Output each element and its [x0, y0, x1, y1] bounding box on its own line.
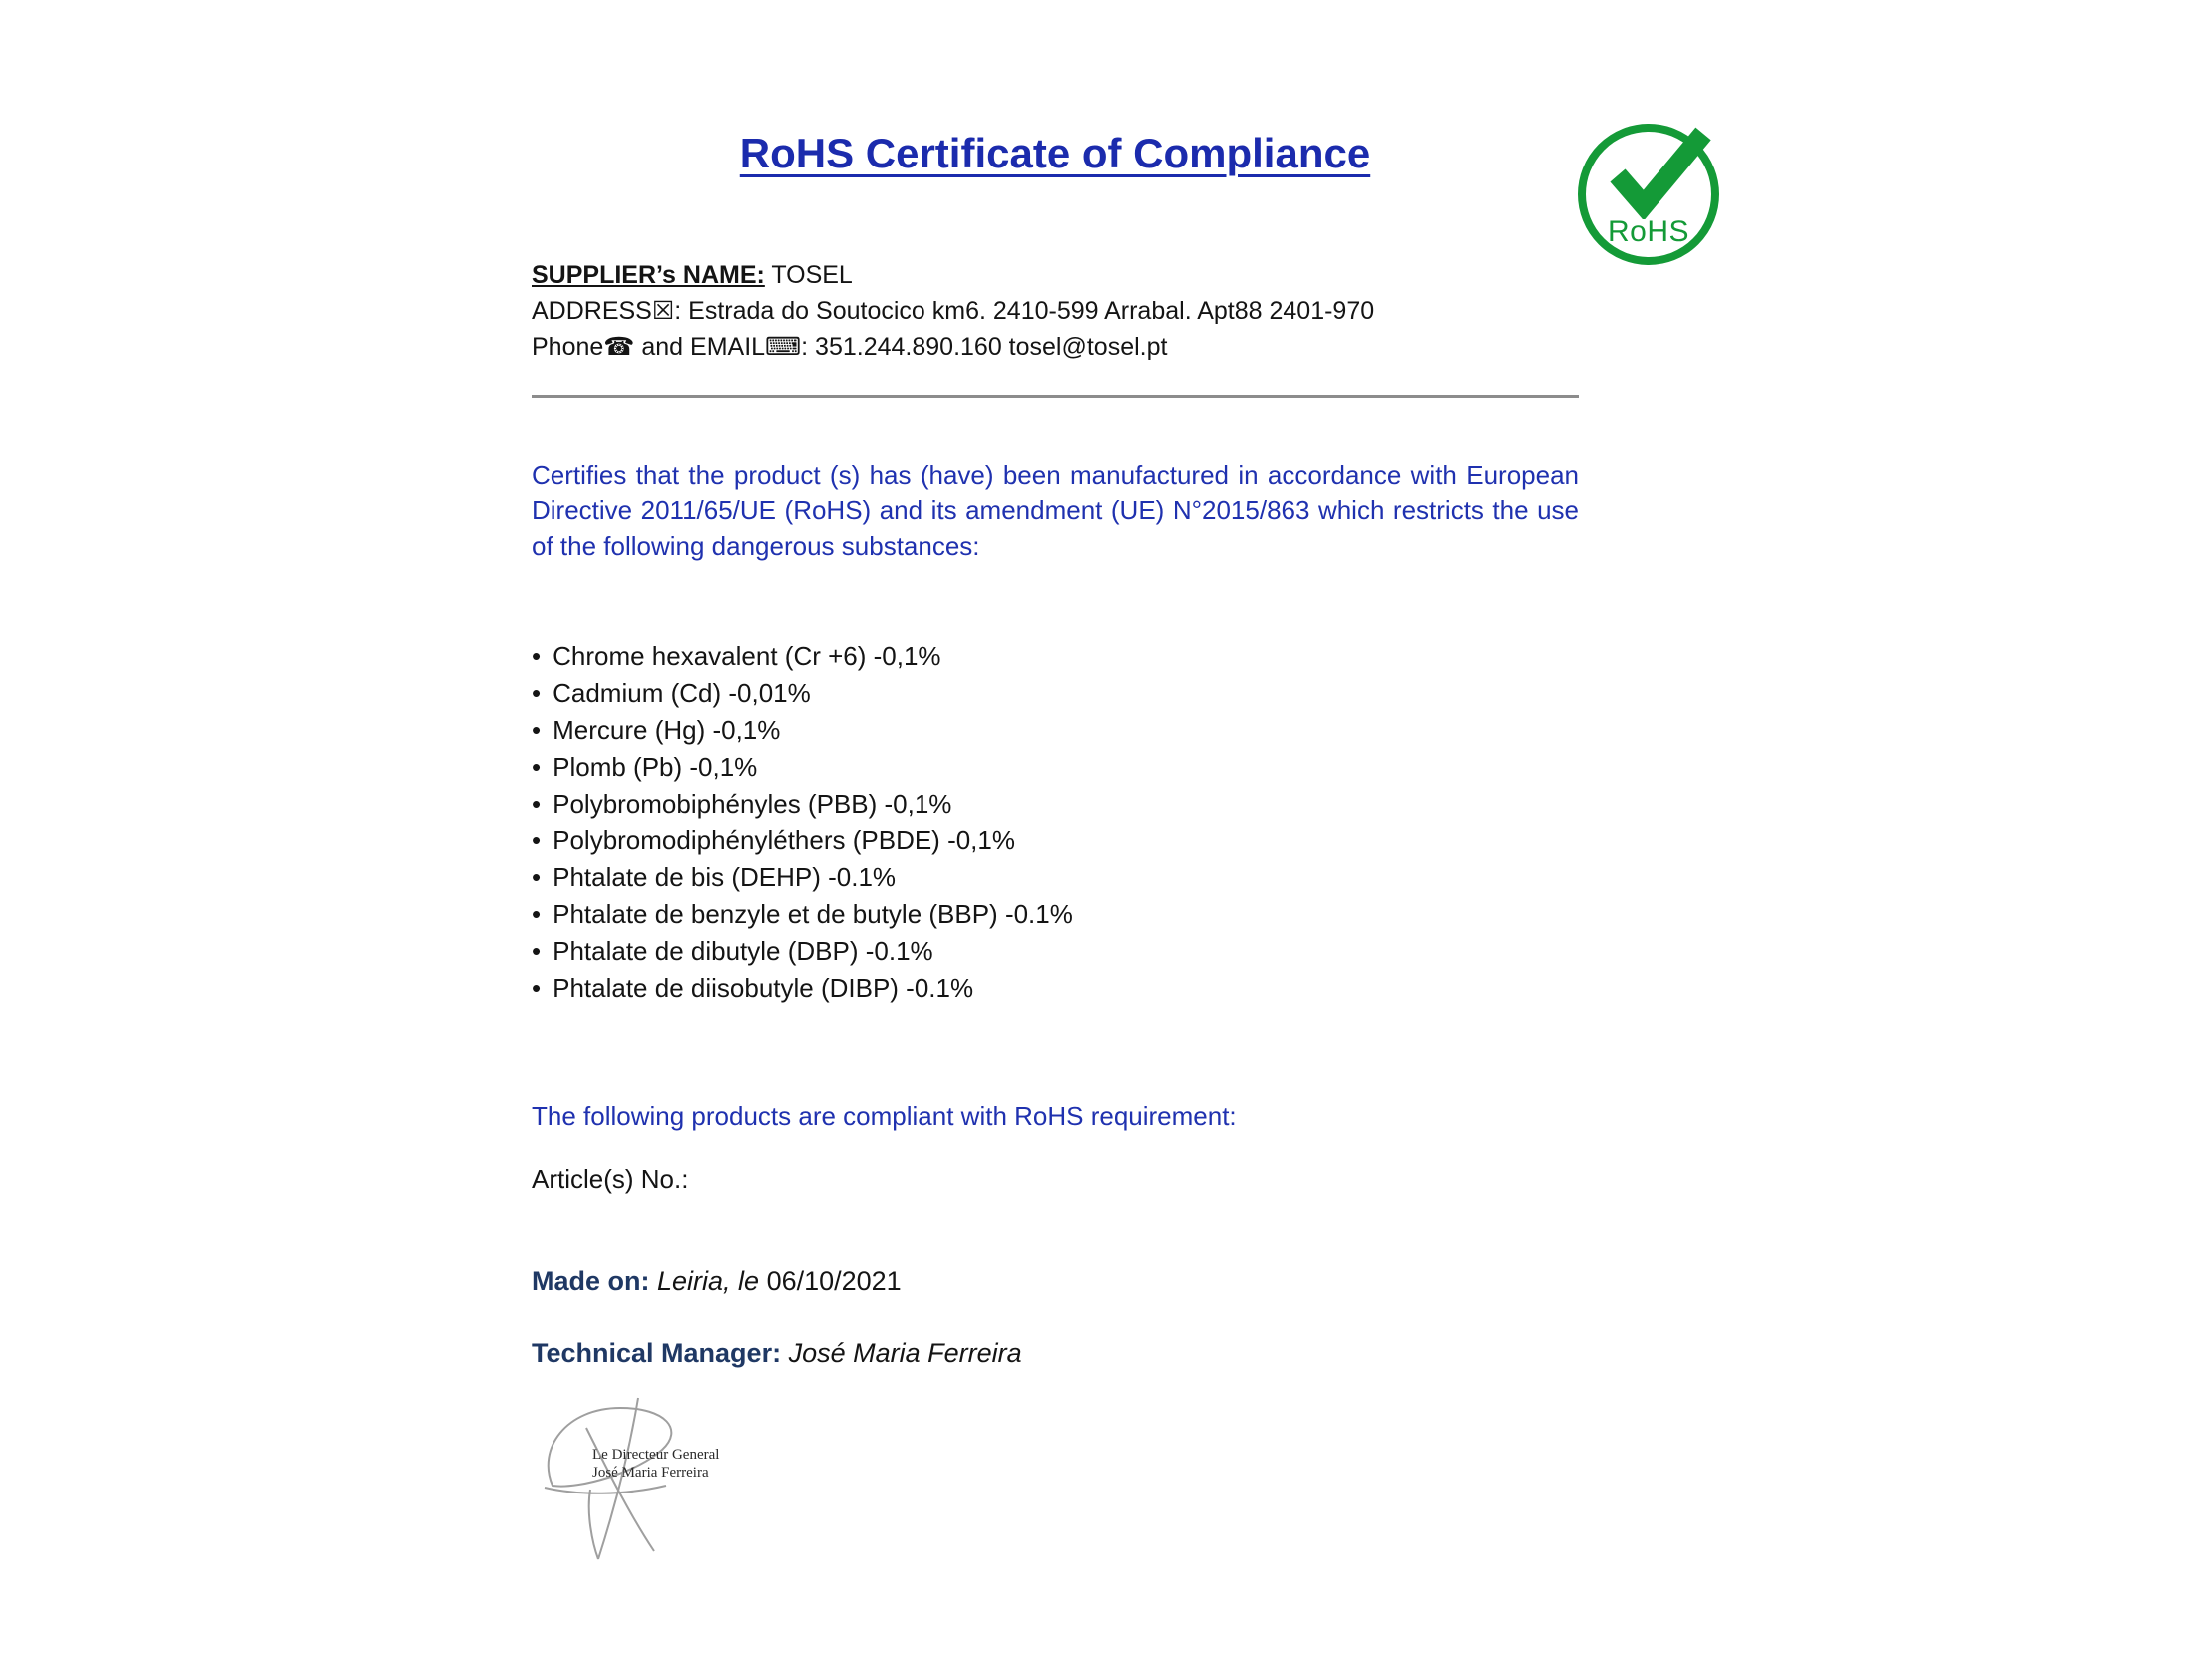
bullet-icon: • [532, 899, 542, 929]
contact-value: 351.244.890.160 tosel@tosel.pt [808, 333, 1168, 361]
supplier-name-label: SUPPLIER’s NAME: [532, 261, 765, 289]
substance-item [532, 823, 1589, 859]
rohs-logo-label: RoHS [1607, 215, 1690, 248]
substance-text: Polybromobiphényles (PBB) -0,1% [553, 789, 952, 819]
substance-item [532, 933, 1589, 970]
made-on-date: 06/10/2021 [759, 1266, 902, 1296]
signature-scribble [535, 1394, 764, 1573]
bullet-icon: • [532, 715, 542, 745]
bullet-icon: • [532, 789, 542, 819]
substance-text: Polybromodiphényléthers (PBDE) -0,1% [553, 826, 1015, 855]
supplier-block [532, 257, 1589, 365]
technical-manager-line [532, 1338, 1589, 1369]
bullet-icon: • [532, 678, 542, 708]
substances-list [532, 638, 1589, 1007]
substance-text: Plomb (Pb) -0,1% [553, 752, 758, 782]
rohs-logo-ring [1578, 124, 1719, 265]
bullet-icon: • [532, 973, 542, 1003]
certification-statement: Certifies that the product (s) has (have) been manufactured in accordance with European Directive 2011/65/UE (RoHS) and its amendment (UE) N°2015/863 which restricts the use of the following dangerous substances: [532, 460, 1579, 561]
horizontal-divider [532, 395, 1579, 398]
signature-block [535, 1394, 764, 1573]
page-title-text: RoHS Certificate of Compliance [739, 130, 1371, 176]
address-label: ADDRESS☒: [532, 297, 682, 325]
substance-item [532, 970, 1589, 1007]
substance-item [532, 638, 1589, 675]
substance-item [532, 896, 1589, 933]
address-value: Estrada do Soutocico km6. 2410-599 Arrabal. Apt88 2401-970 [681, 297, 1375, 325]
substance-item [532, 712, 1589, 749]
page-title [532, 130, 1579, 177]
substance-text: Phtalate de diisobutyle (DIBP) -0.1% [553, 973, 974, 1003]
articles-label: Article(s) No.: [532, 1164, 689, 1194]
substance-text: Cadmium (Cd) -0,01% [553, 678, 811, 708]
substance-text: Chrome hexavalent (Cr +6) -0,1% [553, 641, 941, 671]
substance-item [532, 786, 1589, 823]
supplier-name-value: TOSEL [764, 261, 853, 289]
bullet-icon: • [532, 752, 542, 782]
technical-manager-label: Technical Manager: [532, 1338, 782, 1368]
signature-name: José Maria Ferreira [592, 1465, 709, 1481]
made-on-line [532, 1266, 1589, 1297]
bullet-icon: • [532, 641, 542, 671]
technical-manager-name: José Maria Ferreira [781, 1338, 1022, 1368]
bullet-icon: • [532, 936, 542, 966]
checkmark-icon [1600, 124, 1715, 219]
substance-text: Mercure (Hg) -0,1% [553, 715, 781, 745]
supplier-contact-line [532, 329, 1589, 365]
made-on-label: Made on: [532, 1266, 650, 1296]
substance-item [532, 749, 1589, 786]
bullet-icon: • [532, 826, 542, 855]
bullet-icon: • [532, 862, 542, 892]
rohs-logo [1578, 124, 1719, 265]
substance-text: Phtalate de dibutyle (DBP) -0.1% [553, 936, 933, 966]
signature-title: Le Directeur General [592, 1447, 720, 1463]
signature-caption [592, 1446, 719, 1482]
substance-text: Phtalate de bis (DEHP) -0.1% [553, 862, 897, 892]
compliance-statement: The following products are compliant with RoHS requirement: [532, 1101, 1237, 1131]
substance-item [532, 675, 1589, 712]
supplier-address-line [532, 293, 1589, 329]
supplier-name-line [532, 257, 1589, 293]
substance-text: Phtalate de benzyle et de butyle (BBP) -0.1% [553, 899, 1073, 929]
contact-label: Phone☎ and EMAIL⌨: [532, 333, 809, 361]
substance-item [532, 859, 1589, 896]
made-on-place: Leiria, le [649, 1266, 760, 1296]
